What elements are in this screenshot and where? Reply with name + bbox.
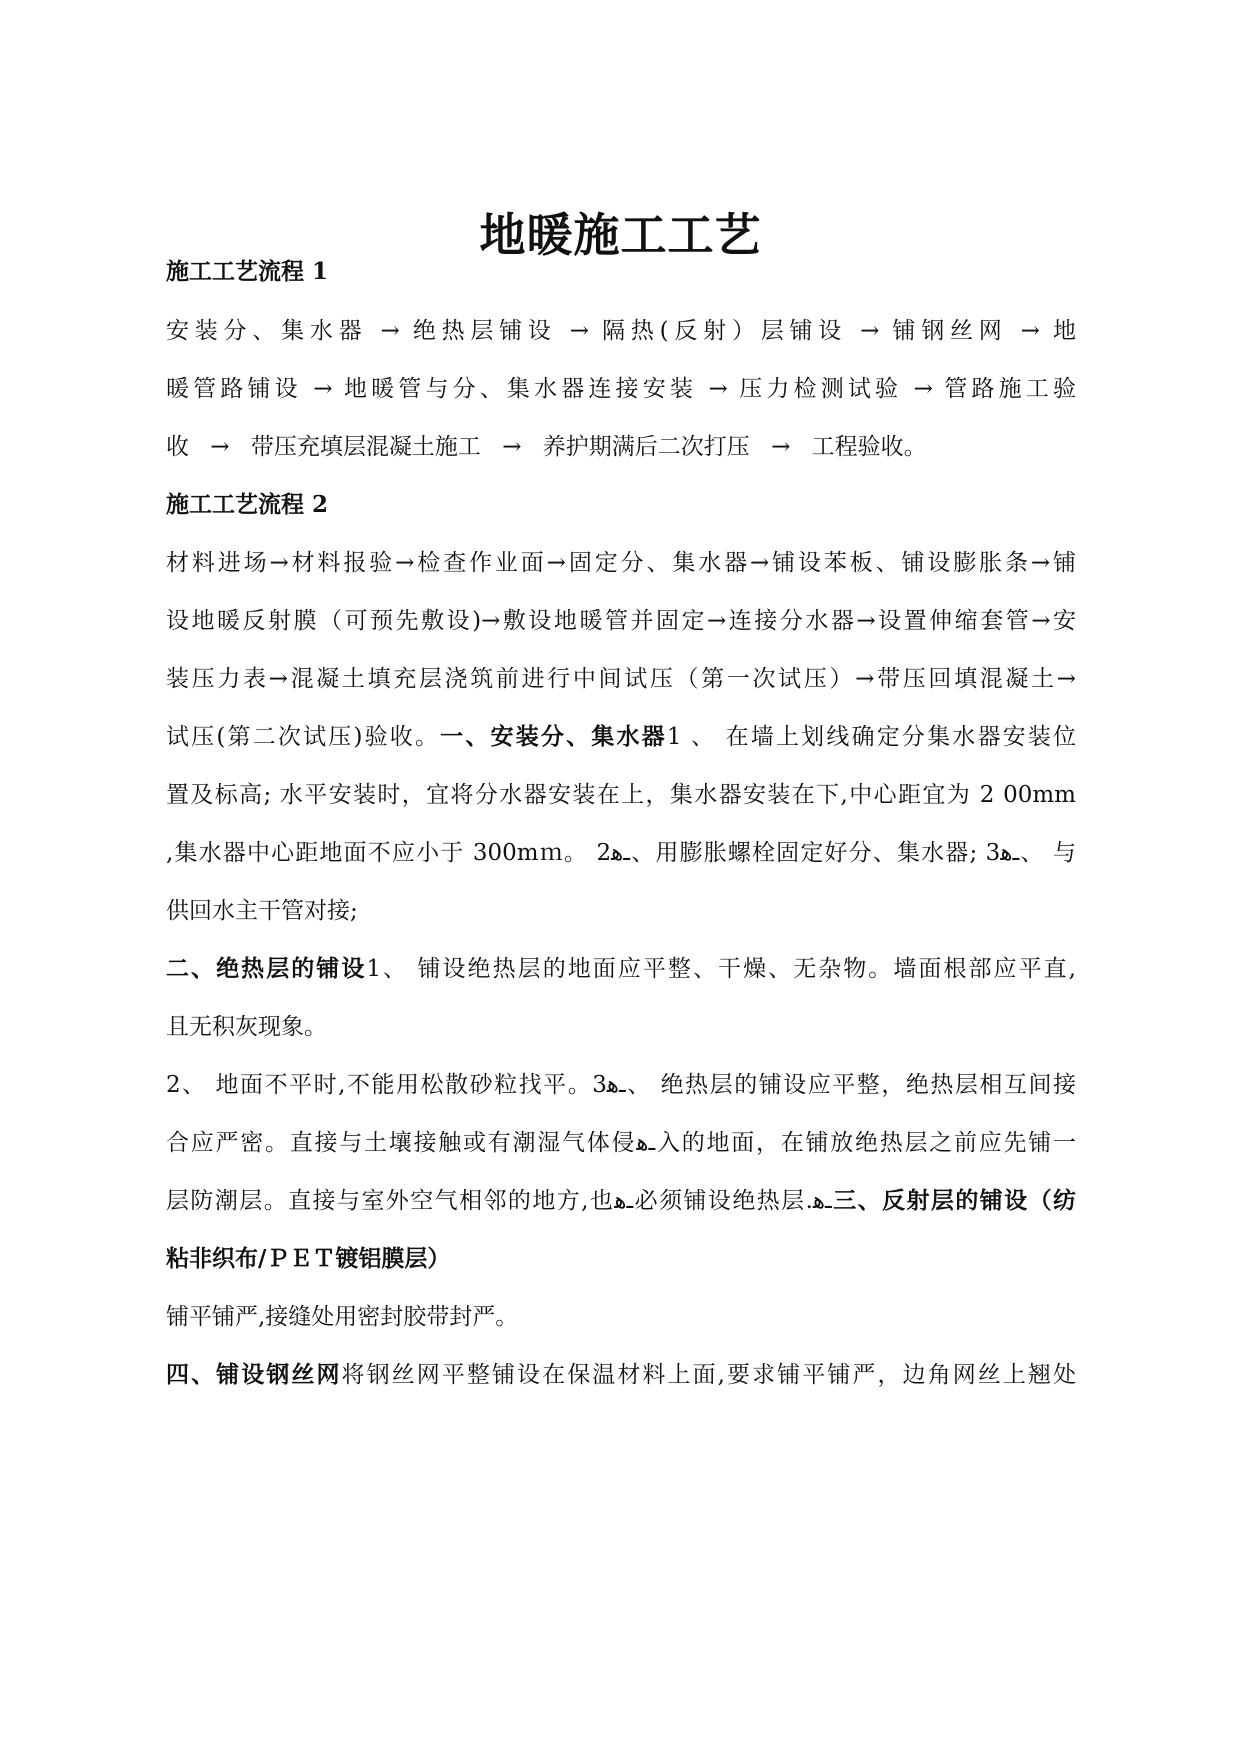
- section4-body: 将钢丝网平整铺设在保温材料上面,要求铺平铺严，边角网丝上翘处: [341, 1362, 1077, 1388]
- section2-line-1: [166, 952, 1076, 986]
- document-title: 地暖施工工艺: [479, 208, 762, 262]
- section1-line-3: ,集水器中心距地面不应小于 300mｍ。 2ـﻫ、用膨胀螺栓固定好分、集水器; 3ـﻫ、 与: [166, 840, 1076, 866]
- section1-line-1: [166, 720, 1076, 754]
- section3-heading-part2: 粘非织布/ＰＥＴ镀铝膜层）: [166, 1245, 451, 1272]
- section2-line-2: 且无积灰现象。: [166, 1014, 327, 1040]
- section2-line-3: 2、 地面不平时,不能用松散砂粒找平。3ـﻫ、 绝热层的铺设应平整，绝热层相互间接: [166, 1072, 1077, 1098]
- section2-line5-text: 层防潮层。直接与室外空气相邻的地方,也ـﻫ必须铺设绝热层.ـﻫ: [166, 1188, 832, 1214]
- section1-line1-rest: 1 、 在墙上划线确定分集水器安装位: [666, 724, 1077, 750]
- section2-line-5: [166, 1184, 1076, 1218]
- flow2-line-2: 设地暖反射膜（可预先敷设)→敷设地暖管并固定→连接分水器→设置伸缩套管→安: [166, 608, 1076, 634]
- section3-body: 铺平铺严,接缝处用密封胶带封严。: [166, 1304, 519, 1330]
- section2-line1-rest: 1、 铺设绝热层的地面应平整、干燥、无杂物。墙面根部应平直,: [366, 956, 1076, 982]
- section2-line-4: 合应严密。直接与土壤接触或有潮湿气体侵ـﻫ入的地面，在铺放绝热层之前应先铺一: [166, 1130, 1077, 1156]
- section1-line-4: 供回水主干管对接;: [166, 898, 358, 924]
- flow1-heading: 施工工艺流程 1: [166, 258, 329, 285]
- section1-heading: 一、安装分、集水器: [440, 723, 667, 750]
- flow2-line-1: 材料进场→材料报验→检查作业面→固定分、集水器→铺设苯板、铺设膨胀条→铺: [166, 550, 1076, 576]
- section4-line-1: [166, 1358, 1076, 1392]
- flow1-line-3: 收 → 带压充填层混凝土施工 → 养护期满后二次打压 → 工程验收。: [166, 434, 927, 460]
- section2-heading: 二、绝热层的铺设: [166, 955, 367, 982]
- flow1-line-2: 暖管路铺设 → 地暖管与分、集水器连接安装 → 压力检测试验 → 管路施工验: [166, 376, 1076, 402]
- flow2-line-3: 装压力表→混凝土填充层浇筑前进行中间试压（第一次试压）→带压回填混凝土→: [166, 666, 1076, 692]
- section3-heading-part1: 三、反射层的铺设（纺: [831, 1187, 1077, 1214]
- section1-line-2: 置及标高; 水平安装时，宜将分水器安装在上，集水器安装在下,中心距宜为 2 00mm: [166, 782, 1076, 808]
- section1-prefix: 试压(第二次试压)验收。: [166, 724, 441, 750]
- flow2-heading: 施工工艺流程 2: [166, 491, 329, 518]
- flow1-line-1: 安装分、集水器 → 绝热层铺设 → 隔热(反射）层铺设 → 铺钢丝网 → 地: [166, 318, 1076, 344]
- section4-heading: 四、铺设钢丝网: [166, 1361, 342, 1388]
